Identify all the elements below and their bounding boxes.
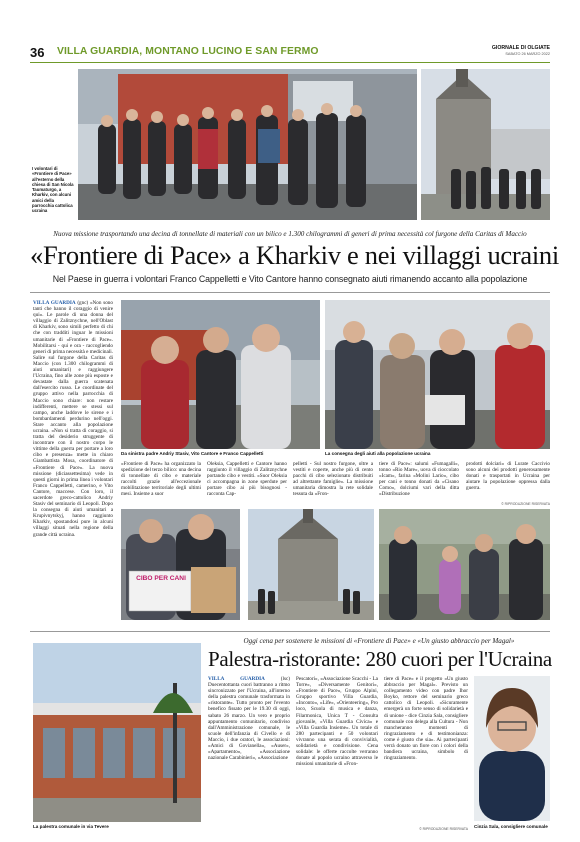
paper-name: GIORNALE DI OLGIATE — [491, 45, 550, 51]
article-divider — [30, 631, 550, 632]
article2-column-1 — [208, 676, 290, 761]
photo-church-square — [248, 509, 374, 620]
article2-credit: © RIPRODUZIONE RISERVATA — [419, 827, 468, 831]
photo-palestra-caption: La palestra comunale in via Tevere — [33, 824, 109, 829]
top-photo-caption: I volontari di «Frontiere di Pace» all'esterno della chiesa di San Nicola Taumaturgo, a Kharkiv, con alcuni amici della parrocchia cattolica ucraina — [32, 166, 74, 214]
article1-body-1: (gnc) «Non sono tanti che hanno il coraggio di venire qui». Le parole di una donna del villaggio di Zalitznychne, nell'Oblast di Kharkiv, sono simili perfetto di chi che con tradditi inguar le missioni umanitarie di «Frontiere di Pace». Mobilitarsi - qui e ora - raccogliendo generi di prima necessità e medicinali. Salire sul furgone della Caritas di Maccio (con 1.300 chilogrammi di aiuti umanitari) e raggiungere l'Ucraina, fino alle zone più esposte e devastate dalla guerra scatenata dall'esercito russo. Le coordinate del gruppo attivo nella parrocchia di Maccio sono chiare: non restare indifferenti, mettere se stessi sul campo, anche laddove le sirene e i bombardamenti perdurino nell'oggi. Stare accanto alla popolazione ucraina. «Non si tratta di coraggio, si tratta del desiderio struggente di incontrare con il nostro corpo le vittime della guerra per portare a loro cibo e presenza» mette in chiaro Giambattista Mosa, coordinatore di «Frontiere di Pace». La nuova missione (diciassettesima) vede in questi giorni in prima linea i volontari Franco Cappelletti, camerino, e Vito Cantore, maccese. Con loro, il sacerdote greco-cattolico Andriy Stasiv del seminario di Leopoli. Dopo la consegna di aiuti umanitari a Krupivnytskyj, hanno raggiunto Kharkiv, spostandosi pure in alcuni villaggi situati nella regione della grande città ucraina. — [33, 300, 113, 538]
article1-column-1 — [33, 300, 113, 538]
top-photo-church — [421, 69, 550, 220]
photo-palestra-comunale — [33, 643, 201, 822]
photo-priest-volunteers — [121, 300, 320, 449]
photo-cinzia-caption: Cinzia Sala, consigliere comunale — [474, 824, 548, 829]
issue-date: SABATO 26 MARZO 2022 — [505, 52, 550, 56]
photo1-caption: Da sinistra padre Andriy Stasiv, Vito Cantore e Franco Cappelletti — [121, 451, 264, 456]
sign-cibo-per-cani: CIBO PER CANI — [136, 575, 186, 582]
article2-body-1: (lsc) Duecentottanta cuori battranno a ritmo sincronizzato per l'Ucraina, all'interno della palestra comunale trasformata in «ristorante». Tutto pronto per l'evento benefico fissato per le 19.30 di oggi, sabato 26 marzo. Un vero e proprio appuntamento comunitario, condiviso dall'Amministrazione comunale, le scuole dell'infanzia di Civello e di Maccio, i due oratori, le associazioni: «Amici di Govianella», «Auser», «Apartamento», «Associazione nazionale Carabinieri», «Associazione — [208, 676, 290, 762]
article2-column-2: Pescatori», «Associazione Scacchi - La Torre», «Diversamente Genitori», «Frontiere di Pace», Gruppo Alpini, Gruppo sportivo Villa Guardia, «Inconto», «Life», «Orienteering», Pro loco, Scuola di musica e danza, Filarmonica, Unica T - Consulta giovanile, «Villa Guardia Civica» e «Villa Guardia Insieme». Un totale di 280 partecipanti e 50 volontari vivranno una serata di convivialità, solidarietà e condivisione. Cena solidale: le offerte raccolte verranno donate al popolo ucraino attraverso le missioni umanitarie di «Fron- — [296, 676, 378, 768]
article1-column-4: pelletti - Sul nostro furgone, oltre a vestiti e coperte, anche più di cento pacchi di cibo selezionato distribuiti ad altrettante famiglie». La missione umanitaria dimostra la rete solidale tessuta da «Fron- — [293, 461, 373, 498]
section-title: VILLA GUARDIA, MONTANO LUCINO E SAN FERMO — [57, 46, 319, 57]
article2-kicker: Oggi cena per sostenere le missioni di «Frontiere di Pace» e «Un giusto abbraccio per Magal» — [243, 637, 515, 645]
photo-dog-food-box — [121, 509, 240, 620]
article2-column-3: tiere di Pace» e il progetto «Un giusto abbraccio per Magal». Previsto un collegamento video con padre Ihor Boyko, rettore del seminario greco cattolico di Leopoli. «Sicuramente emergerà un forte senso di solidarietà e di unione - dice Cinzia Sala, consigliere comunale con delega alla Cultura - Non mancheranno momenti di ringraziamento e di testimonianza: come è giusto che sia». Ai partecipanti verrà donato un fiore con i colori della bandiera ucraina, simbolo di ringraziamento. — [384, 676, 468, 762]
article1-column-2: «Frontiere di Pace» ha organizzato la spedizione del terzo bilico: una decina di tonnellate di cibo e materiale raccolti grazie all'eccezionale mobilitazione territoriale degli ultimi mesi. Insieme a suor — [121, 461, 201, 498]
photo-street-family — [379, 509, 550, 620]
article1-credit: © RIPRODUZIONE RISERVATA — [501, 502, 550, 506]
article2-location: VILLA GUARDIA — [208, 676, 265, 682]
top-photo-volunteers-truck — [78, 69, 417, 220]
divider-article1 — [30, 292, 550, 293]
article1-column-5: tiere di Pace»: salumi «Fumagalli», tonno «Rio Mare», uova di cioccolato «Icam», farina «Molini Lario», cibo per cani e tonno donati da «Cisano Como», dolciumi vari della ditta «Distribuzione — [379, 461, 459, 498]
article1-column-6: prodotti dolciari» di Lurate Caccivio sono alcuni dei prodotti generosamente donati e trasportati in Ucraina per aiutare la popolazione oppressa dalla guerra. — [466, 461, 550, 492]
photo-cinzia-sala — [474, 676, 550, 821]
photo2-caption: La consegna degli aiuti alla popolazione ucraina — [325, 451, 431, 456]
page-number: 36 — [30, 45, 45, 60]
photo-aid-delivery — [325, 300, 550, 449]
page-header — [30, 43, 550, 63]
article1-headline: «Frontiere di Pace» a Kharkiv e nei villaggi ucraini — [30, 240, 559, 270]
article1-column-3: Oleksia, Cappelletti e Cantore hanno raggiunto il villaggio di Zalitznychne portando cibo e vestiti. «Suor Oleksia ci accompagna in zone sperdute per portare cibo ai più bisognosi - racconta Cap- — [207, 461, 287, 498]
article2-headline: Palestra-ristorante: 280 cuori per l'Ucraina — [208, 647, 552, 671]
article1-kicker: Nuova missione trasportando una decina di tonnellate di materiali con un bilico e 1.300 chilogrammi di generi di prima necessità col furgone della Caritas di Maccio — [53, 230, 527, 238]
article1-subhead: Nel Paese in guerra i volontari Franco Cappelletti e Vito Cantore hanno consegnato aiuti rimanendo accanto alla popolazione — [52, 274, 528, 284]
article1-location: VILLA GUARDIA — [33, 300, 76, 306]
